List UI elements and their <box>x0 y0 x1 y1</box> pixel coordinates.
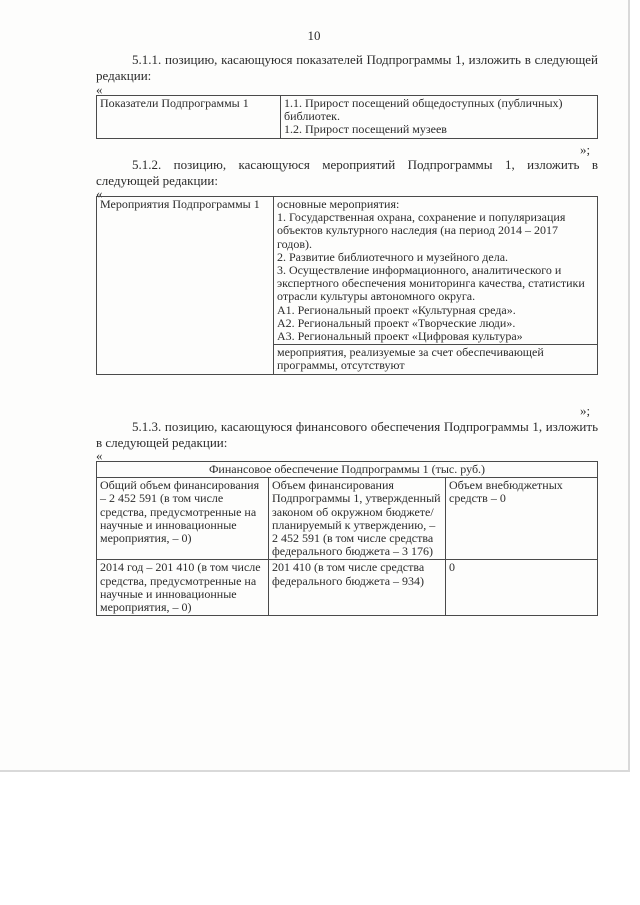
indicators-table <box>96 95 598 139</box>
financing-extrabudget-cell: Объем внебюджетных средств – 0 <box>446 478 598 560</box>
indicator-item: 1.2. Прирост посещений музеев <box>284 122 447 137</box>
paragraph-5-1-3: 5.1.3. позицию, касающуюся финансового обеспечения Подпрограммы 1, изложить в следующей редакции: <box>96 419 598 450</box>
financing-table <box>96 461 598 616</box>
close-quote-2: »; <box>580 403 591 418</box>
activity-item: 3. Осуществление информационного, аналитического и экспертного обеспечения мониторинга качества, статистики отрасли культуры автономного округа. <box>277 263 585 304</box>
page-number: 10 <box>307 28 321 43</box>
activity-item: А2. Региональный проект «Творческие люди». <box>277 315 516 330</box>
financing-2014-extrabudget-cell: 0 <box>446 560 598 616</box>
activity-item: А3. Региональный проект «Цифровая культура» <box>277 329 523 344</box>
financing-budget-cell: Объем финансирования Подпрограммы 1, утвержденный законом об окружном бюджете/ планируемый к утверждению, – 2 452 591 (в том числе средства федерального бюджета – 3 176) <box>269 478 446 560</box>
activity-item: 1. Государственная охрана, сохранение и популяризация объектов культурного наследия (на период 2014 – 2017 годов). <box>277 210 566 251</box>
financing-total-cell: Общий объем финансирования – 2 452 591 (в том числе средства, предусмотренные на научные и инновационные мероприятия, – 0) <box>97 478 269 560</box>
close-quote-1: »; <box>580 142 591 157</box>
activities-list <box>274 197 598 345</box>
activity-item: основные мероприятия: <box>277 197 400 211</box>
financing-2014-budget-cell: 201 410 (в том числе средства федерального бюджета – 934) <box>269 560 446 616</box>
open-quote-2: « <box>96 186 103 201</box>
paragraph-5-1-1: 5.1.1. позицию, касающуюся показателей Подпрограммы 1, изложить в следующей редакции: <box>96 52 598 83</box>
activity-item: 2. Развитие библиотечного и музейного дела. <box>277 249 509 264</box>
paragraph-5-1-2: 5.1.2. позицию, касающуюся мероприятий Подпрограммы 1, изложить в следующей редакции: <box>96 157 598 188</box>
activities-label: Мероприятия Подпрограммы 1 <box>97 197 274 375</box>
activities-table <box>96 196 598 375</box>
financing-2014-total-cell: 2014 год – 201 410 (в том числе средства, предусмотренные на научные и инновационные мероприятия, – 0) <box>97 560 269 616</box>
open-quote-3: « <box>96 448 103 463</box>
indicators-list <box>281 96 598 139</box>
open-quote-1: « <box>96 82 103 97</box>
indicator-item: 1.1. Прирост посещений общедоступных (публичных) библиотек. <box>284 96 563 124</box>
activity-item: А1. Региональный проект «Культурная среда». <box>277 302 516 317</box>
financing-table-title: Финансовое обеспечение Подпрограммы 1 (тыс. руб.) <box>97 462 598 478</box>
activities-note: мероприятия, реализуемые за счет обеспечивающей программы, отсутствуют <box>274 345 598 374</box>
indicators-label: Показатели Подпрограммы 1 <box>97 96 281 139</box>
